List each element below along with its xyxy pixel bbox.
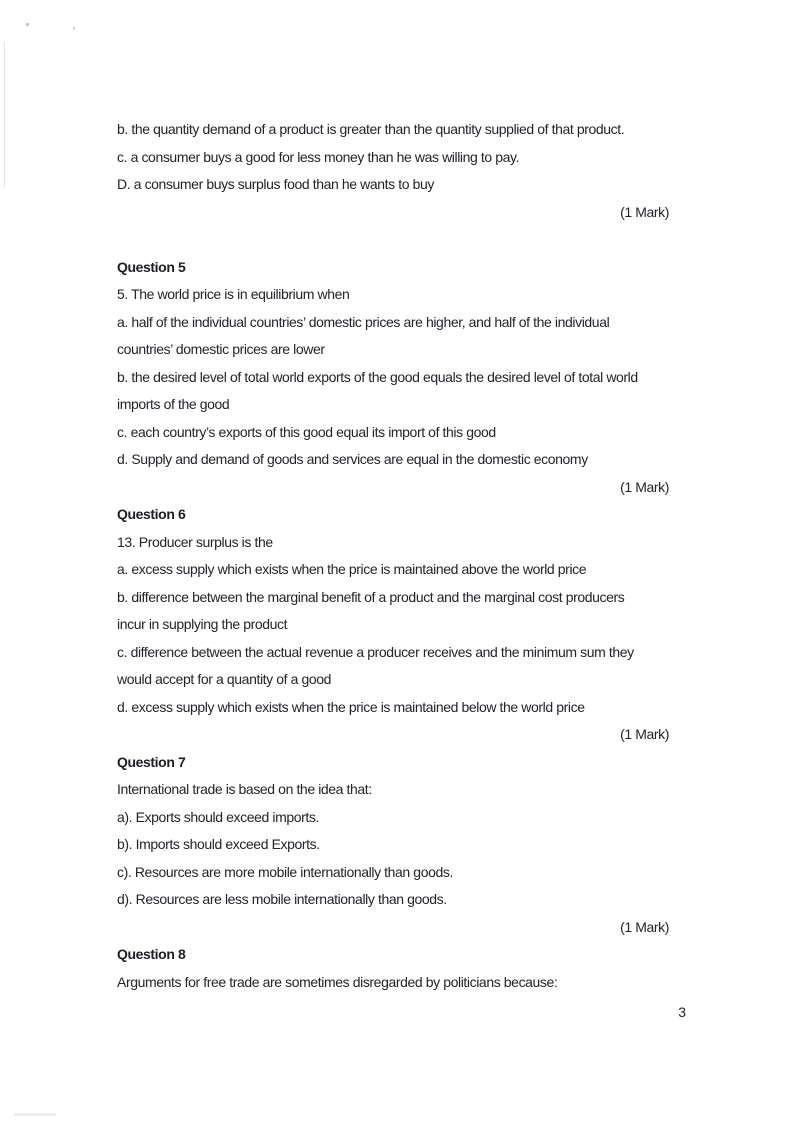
text-line: 13. Producer surplus is the <box>117 533 273 550</box>
blank-line <box>117 226 669 254</box>
text-line: b. the quantity demand of a product is greater than the quantity supplied of that product. <box>117 121 625 137</box>
text-line: D. a consumer buys surplus food than he wants to buy <box>117 176 434 192</box>
question-heading: Question 7 <box>117 753 186 770</box>
text-line: a. half of the individual countries’ domestic prices are higher, and half of the individual <box>117 313 610 330</box>
scan-artifact-line <box>4 42 5 187</box>
text-line: International trade is based on the idea that: <box>117 781 372 797</box>
text-line: imports of the good <box>117 396 230 412</box>
text-line: countries’ domestic prices are lower <box>117 341 325 357</box>
text-line: 5. The world price is in equilibrium when <box>117 286 350 302</box>
mark-label: (1 Mark) <box>620 478 669 495</box>
text-line: c. each country’s exports of this good equal its import of this good <box>117 423 496 440</box>
scan-artifact-speck <box>73 27 75 30</box>
text-line: c). Resources are more mobile internationally than goods. <box>117 863 453 880</box>
text-line: Arguments for free trade are sometimes disregarded by politicians because: <box>117 973 558 990</box>
question-heading: Question 6 <box>117 506 186 522</box>
text-line: incur in supplying the product <box>117 616 288 632</box>
text-line: b. the desired level of total world exports of the good equals the desired level of total world <box>117 368 638 385</box>
page-number: 3 <box>678 1004 686 1020</box>
scan-artifact-smudge <box>14 1113 56 1116</box>
mark-label: (1 Mark) <box>620 918 669 935</box>
mark-label: (1 Mark) <box>620 203 669 220</box>
scan-artifact-speck <box>26 23 29 26</box>
text-line: c. a consumer buys a good for less money than he was willing to pay. <box>117 148 520 165</box>
text-line: b). Imports should exceed Exports. <box>117 836 320 852</box>
text-line: c. difference between the actual revenue a producer receives and the minimum sum they <box>117 643 634 660</box>
text-line: would accept for a quantity of a good <box>117 671 332 687</box>
question-heading: Question 5 <box>117 258 186 275</box>
question-heading: Question 8 <box>117 946 186 962</box>
document-content <box>117 116 669 996</box>
text-line: a). Exports should exceed imports. <box>117 808 319 825</box>
mark-label: (1 Mark) <box>620 726 669 742</box>
text-line: a. excess supply which exists when the price is maintained above the world price <box>117 561 587 577</box>
text-line: d). Resources are less mobile internationally than goods. <box>117 891 447 907</box>
text-line: b. difference between the marginal benefit of a product and the marginal cost producers <box>117 588 625 605</box>
text-line: d. excess supply which exists when the price is maintained below the world price <box>117 698 585 715</box>
text-line: d. Supply and demand of goods and services are equal in the domestic economy <box>117 451 588 467</box>
